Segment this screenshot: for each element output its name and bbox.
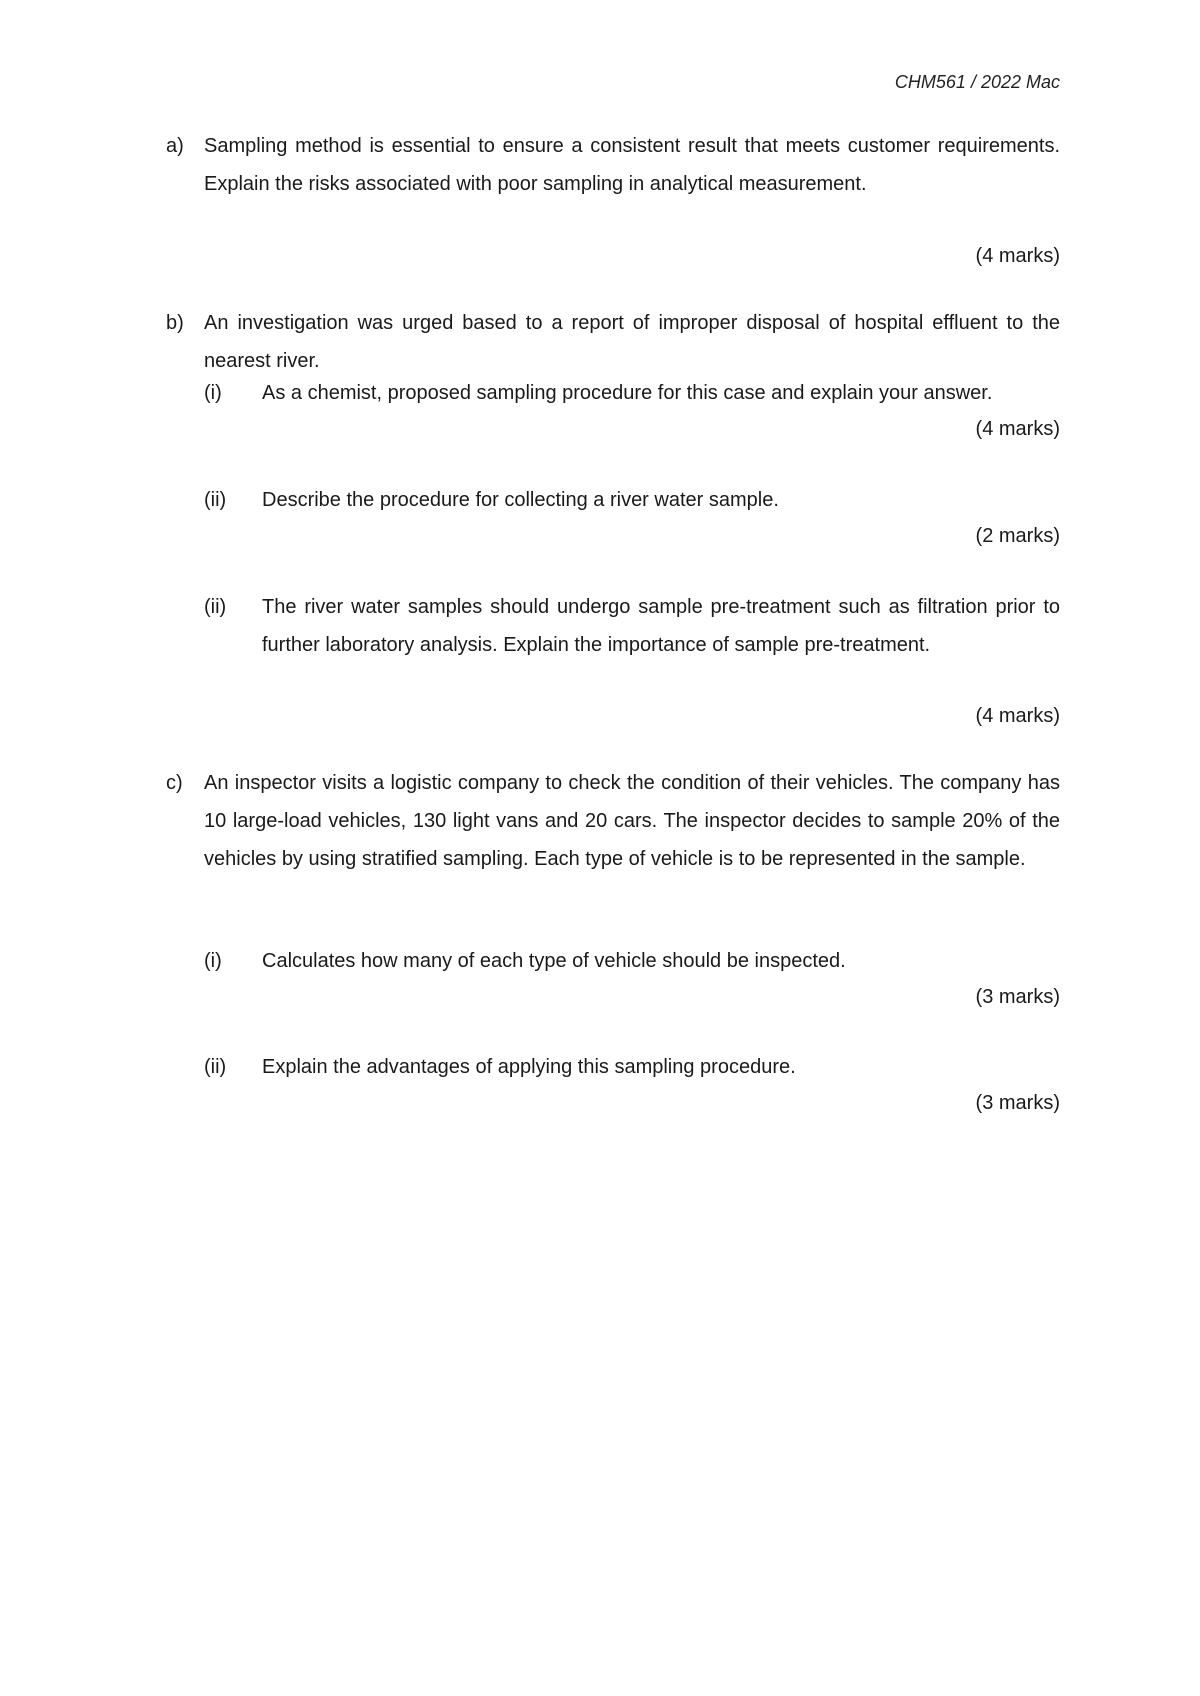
question-c: [166, 764, 1060, 878]
question-c-sub-1-num: (i): [204, 950, 222, 972]
question-c-sub-2-marks: (3 marks): [975, 1092, 1060, 1114]
question-b-sub-3: [204, 588, 1060, 664]
question-b-sub-1-text: As a chemist, proposed sampling procedure for this case and explain your answer.: [262, 382, 993, 404]
question-b-sub-2-num: (ii): [204, 489, 227, 511]
question-b-sub-2-text: Describe the procedure for collecting a river water sample.: [262, 489, 779, 511]
question-b-sub-1-marks: (4 marks): [975, 418, 1060, 440]
question-b-sub-2: [204, 481, 1060, 519]
question-a-text: Sampling method is essential to ensure a consistent result that meets customer requirements. Explain the risks associated with poor sampling in analytical measurement.: [204, 135, 1060, 195]
question-b-text: An investigation was urged based to a report of improper disposal of hospital effluent to the nearest river.: [204, 312, 1060, 372]
question-b-sub-3-num: (ii): [204, 596, 227, 618]
question-b-sub-1-num: (i): [204, 382, 222, 404]
question-b-letter: b): [166, 312, 184, 334]
question-a: [166, 127, 1060, 203]
question-c-sub-1-marks: (3 marks): [975, 986, 1060, 1008]
question-c-sub-1-text: Calculates how many of each type of vehicle should be inspected.: [262, 950, 846, 972]
question-b-sub-2-marks: (2 marks): [975, 525, 1060, 547]
question-c-sub-2: [204, 1048, 1060, 1086]
question-b: [166, 304, 1060, 380]
question-a-marks: (4 marks): [975, 245, 1060, 267]
question-b-sub-3-text: The river water samples should undergo sample pre-treatment such as filtration prior to further laboratory analysis. Explain the importance of sample pre-treatment.: [262, 596, 1060, 656]
question-a-letter: a): [166, 135, 184, 157]
question-c-letter: c): [166, 772, 183, 794]
question-b-sub-1: [204, 374, 1060, 412]
page-header: CHM561 / 2022 Mac: [894, 72, 1060, 92]
question-c-sub-2-text: Explain the advantages of applying this sampling procedure.: [262, 1056, 796, 1078]
question-c-text: An inspector visits a logistic company to check the condition of their vehicles. The company has 10 large-load vehicles, 130 light vans and 20 cars. The inspector decides to sample 20% of the vehicles by using stratified sampling. Each type of vehicle is to be represented in the sample.: [204, 772, 1060, 870]
question-c-sub-1: [204, 942, 1060, 980]
question-b-sub-3-marks: (4 marks): [975, 705, 1060, 727]
question-c-sub-2-num: (ii): [204, 1056, 227, 1078]
